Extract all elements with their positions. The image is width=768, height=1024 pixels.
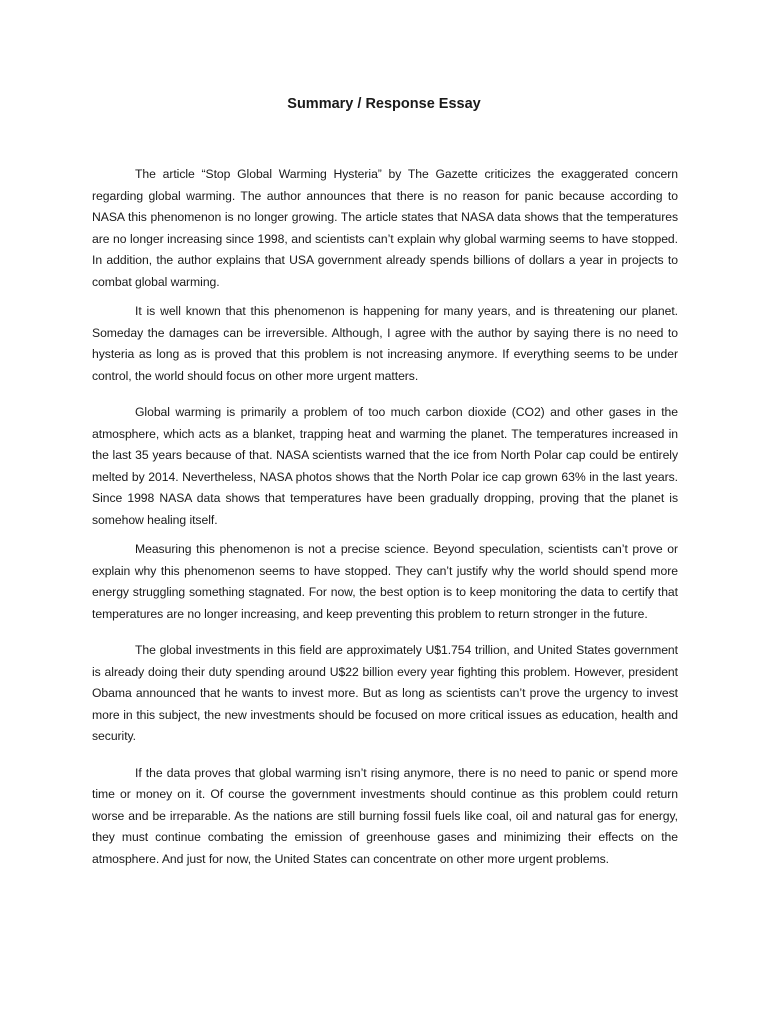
essay-body: [92, 164, 678, 870]
paragraph-6: If the data proves that global warming isn’t rising anymore, there is no need to panic or spend more time or money on it. Of course the government investments should continue as this problem could return worse and be irreparable. As the nations are still burning fossil fuels like coal, oil and natural gas for energy, they must continue combating the emission of greenhouse gases and minimizing their effects on the atmosphere. And just for now, the United States can concentrate on other more urgent problems.: [92, 765, 678, 866]
paragraph-1: The article “Stop Global Warming Hysteria” by The Gazette criticizes the exaggerated concern regarding global warming. The author announces that there is no reason for panic because according to NASA this phenomenon is no longer growing. The article states that NASA data shows that the temperatures are no longer increasing since 1998, and scientists can’t explain why global warming seems to have stopped. In addition, the author explains that USA government already spends billions of dollars a year in projects to combat global warming.: [92, 167, 678, 289]
paragraph-5: The global investments in this field are approximately U$1.754 trillion, and United States government is already doing their duty spending around U$22 billion every year fighting this problem. However, president Obama announced that he wants to invest more. But as long as scientists can’t prove the urgency to invest more in this subject, the new investments should be focused on more critical issues as education, health and security.: [92, 643, 678, 743]
essay-title: Summary / Response Essay: [287, 96, 481, 112]
paragraph-4: Measuring this phenomenon is not a precise science. Beyond speculation, scientists can’t prove or explain why this phenomenon seems to have stopped. They can’t justify why the world should spend more energy struggling something stagnated. For now, the best option is to keep monitoring the data to certify that temperatures are no longer increasing, and keep preventing this problem to return stronger in the future.: [92, 542, 678, 621]
paragraph-3: Global warming is primarily a problem of too much carbon dioxide (CO2) and other gases in the atmosphere, which acts as a blanket, trapping heat and warming the planet. The temperatures increased in the last 35 years because of that. NASA scientists warned that the ice from North Polar cap could be entirely melted by 2014. Nevertheless, NASA photos shows that the North Polar ice cap grown 63% in the last years. Since 1998 NASA data shows that temperatures have been gradually dropping, proving that the planet is somehow healing itself.: [92, 405, 678, 527]
paragraph-2: It is well known that this phenomenon is happening for many years, and is threatening our planet. Someday the damages can be irreversible. Although, I agree with the author by saying there is no need to hysteria as long as is proved that this problem is not increasing anymore. If everything seems to be under control, the world should focus on other more urgent matters.: [92, 304, 678, 383]
